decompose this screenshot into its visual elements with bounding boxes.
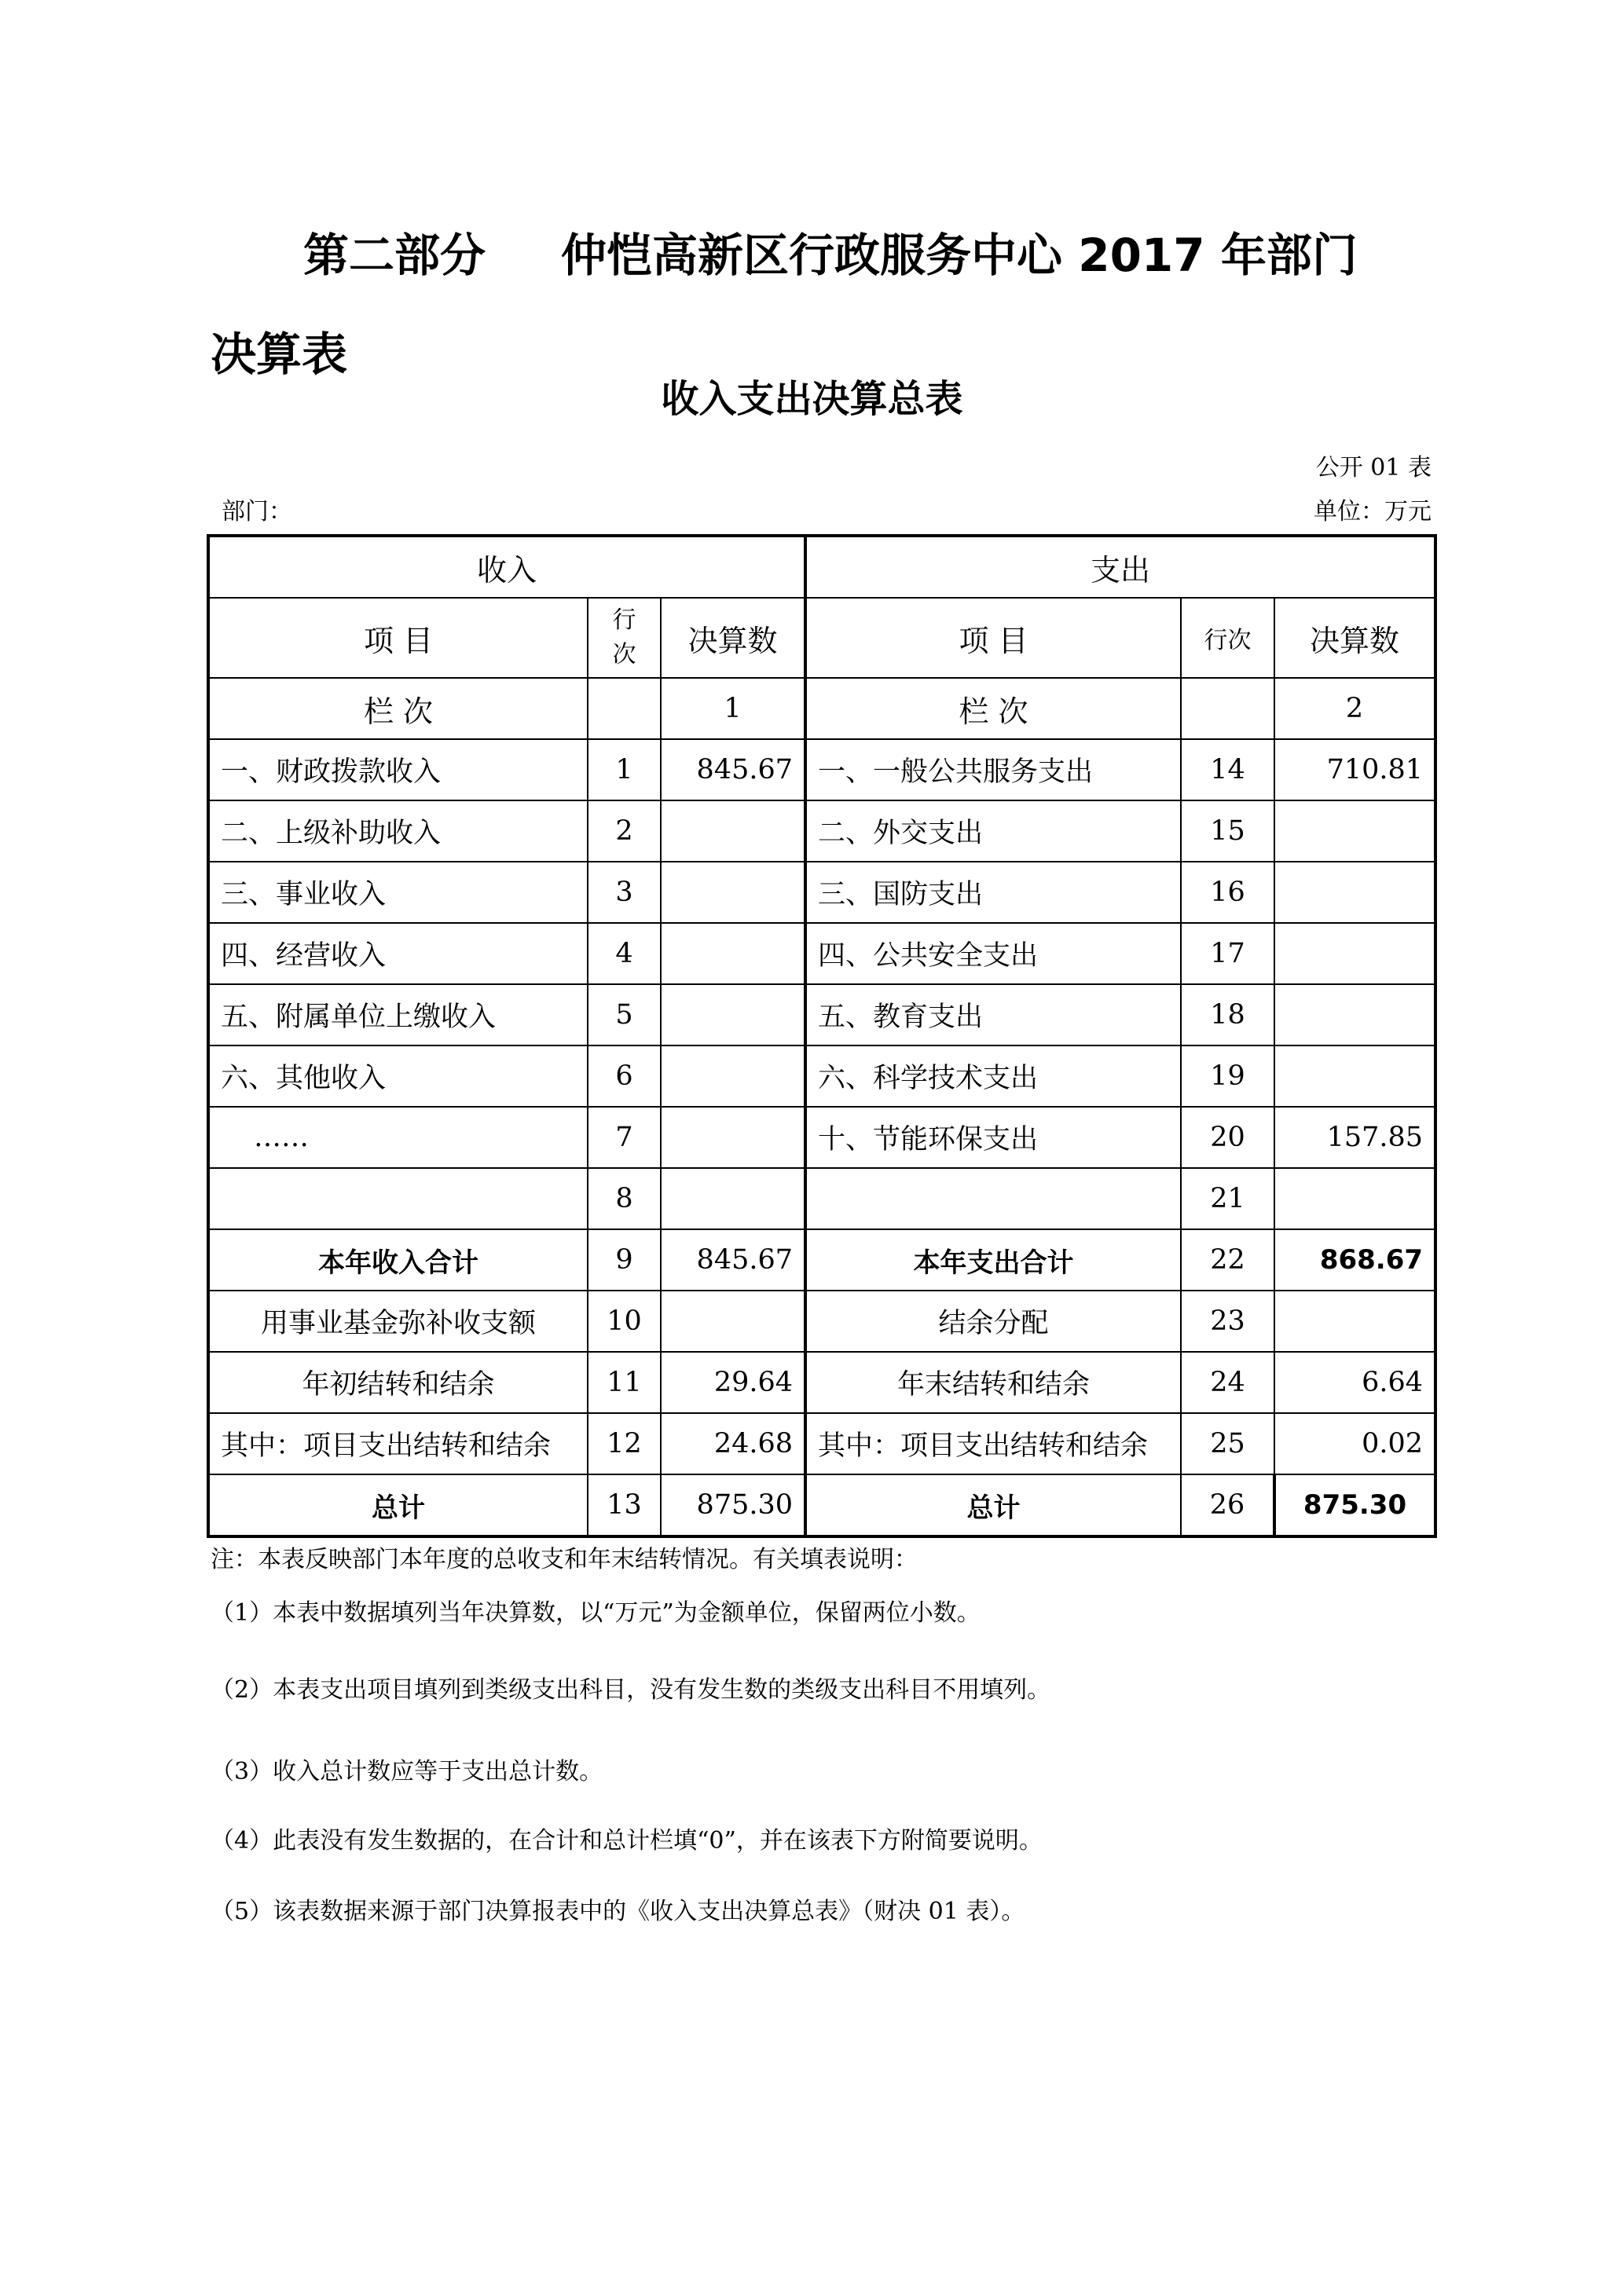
expense-item: 十、节能环保支出 <box>805 1107 1181 1168</box>
column-header-row <box>208 598 1435 678</box>
income-row-no: 8 <box>588 1168 661 1229</box>
expense-item: 结余分配 <box>805 1291 1181 1352</box>
expense-item: 二、外交支出 <box>805 800 1181 862</box>
table-row <box>208 1045 1435 1107</box>
expense-amount <box>1274 862 1435 923</box>
expense-row-no: 20 <box>1181 1107 1274 1168</box>
note-item: （3）收入总计数应等于支出总计数。 <box>211 1758 603 1785</box>
income-row-no: 13 <box>588 1474 661 1536</box>
table-row <box>208 984 1435 1045</box>
expense-amount: 6.64 <box>1274 1352 1435 1413</box>
expense-amount: 710.81 <box>1274 739 1435 800</box>
expense-total-amount: 875.30 <box>1274 1474 1435 1536</box>
heading-part: 第二部分 <box>303 229 486 282</box>
expense-header: 支出 <box>805 536 1435 598</box>
heading-title: 仲恺高新区行政服务中心 2017 年部门 <box>561 229 1358 282</box>
income-amount: 24.68 <box>661 1413 805 1474</box>
row-no-header-top: 行 <box>612 606 636 634</box>
expense-row-no: 14 <box>1181 739 1274 800</box>
income-item <box>208 1168 588 1229</box>
table-row <box>208 1168 1435 1229</box>
income-amount: 845.67 <box>661 739 805 800</box>
expense-row-no-header: 行次 <box>1181 598 1274 678</box>
expense-amount <box>1274 1291 1435 1352</box>
note-item: （5）该表数据来源于部门决算报表中的《收入支出决算总表》（财决 01 表）。 <box>211 1898 1025 1925</box>
expense-amount <box>1274 1045 1435 1107</box>
income-row-no: 5 <box>588 984 661 1045</box>
table-row <box>208 1413 1435 1474</box>
expense-amount-header: 决算数 <box>1274 598 1435 678</box>
column-number-row <box>208 678 1435 739</box>
income-item: 六、其他收入 <box>208 1045 588 1107</box>
income-item: 其中：项目支出结转和结余 <box>208 1413 588 1474</box>
expense-row-no: 21 <box>1181 1168 1274 1229</box>
expense-subtotal-amount: 868.67 <box>1274 1229 1435 1291</box>
income-row-no: 6 <box>588 1045 661 1107</box>
income-expense-table <box>207 534 1437 1538</box>
expense-item: 四、公共安全支出 <box>805 923 1181 984</box>
income-amount <box>661 984 805 1045</box>
expense-row-no: 18 <box>1181 984 1274 1045</box>
expense-row-no: 22 <box>1181 1229 1274 1291</box>
income-row-no: 7 <box>588 1107 661 1168</box>
table-row <box>208 1107 1435 1168</box>
expense-amount: 157.85 <box>1274 1107 1435 1168</box>
expense-row-no: 17 <box>1181 923 1274 984</box>
section-header-row <box>208 536 1435 598</box>
note-item: （2）本表支出项目填列到类级支出科目，没有发生数的类级支出科目不用填列。 <box>211 1676 1051 1704</box>
expense-subtotal-label: 本年支出合计 <box>805 1229 1181 1291</box>
income-item: 五、附属单位上缴收入 <box>208 984 588 1045</box>
income-item-header: 项 目 <box>208 598 588 678</box>
expense-total-label: 总计 <box>805 1474 1181 1536</box>
notes-intro: 注：本表反映部门本年度的总收支和年末结转情况。有关填表说明： <box>211 1546 918 1573</box>
income-amount <box>661 862 805 923</box>
income-item: 三、事业收入 <box>208 862 588 923</box>
expense-item: 五、教育支出 <box>805 984 1181 1045</box>
income-amount <box>661 1107 805 1168</box>
income-amount-header: 决算数 <box>661 598 805 678</box>
expense-amount <box>1274 984 1435 1045</box>
expense-row-no: 26 <box>1181 1474 1274 1536</box>
unit-label: 单位：万元 <box>1314 498 1432 525</box>
table-title: 收入支出决算总表 <box>661 377 963 421</box>
expense-lan-label: 栏 次 <box>805 678 1181 739</box>
income-amount <box>661 1045 805 1107</box>
subtotal-row <box>208 1229 1435 1291</box>
income-col-number: 1 <box>661 678 805 739</box>
total-row <box>208 1474 1435 1536</box>
heading-title-line2: 决算表 <box>211 328 348 381</box>
expense-amount <box>1274 1168 1435 1229</box>
income-amount <box>661 1168 805 1229</box>
expense-item: 年末结转和结余 <box>805 1352 1181 1413</box>
expense-row-no: 16 <box>1181 862 1274 923</box>
expense-item-header: 项 目 <box>805 598 1181 678</box>
income-total-label: 总计 <box>208 1474 588 1536</box>
expense-amount <box>1274 923 1435 984</box>
expense-item: 其中：项目支出结转和结余 <box>805 1413 1181 1474</box>
expense-col-number: 2 <box>1274 678 1435 739</box>
table-row <box>208 800 1435 862</box>
income-subtotal-label: 本年收入合计 <box>208 1229 588 1291</box>
income-row-no: 4 <box>588 923 661 984</box>
expense-item <box>805 1168 1181 1229</box>
income-lan-label: 栏 次 <box>208 678 588 739</box>
income-item: 年初结转和结余 <box>208 1352 588 1413</box>
expense-item: 三、国防支出 <box>805 862 1181 923</box>
income-amount <box>661 800 805 862</box>
income-row-no: 1 <box>588 739 661 800</box>
form-number: 公开 01 表 <box>1315 454 1432 482</box>
table-row <box>208 923 1435 984</box>
income-row-no: 2 <box>588 800 661 862</box>
income-item: 二、上级补助收入 <box>208 800 588 862</box>
expense-item: 一、一般公共服务支出 <box>805 739 1181 800</box>
income-header: 收入 <box>208 536 805 598</box>
expense-amount: 0.02 <box>1274 1413 1435 1474</box>
income-row-no-header <box>588 598 661 678</box>
income-item: 用事业基金弥补收支额 <box>208 1291 588 1352</box>
income-row-no: 11 <box>588 1352 661 1413</box>
expense-row-no: 15 <box>1181 800 1274 862</box>
note-item: （4）此表没有发生数据的，在合计和总计栏填“0”，并在该表下方附简要说明。 <box>211 1827 1043 1855</box>
table-row <box>208 862 1435 923</box>
table-row <box>208 1291 1435 1352</box>
income-subtotal-amount: 845.67 <box>661 1229 805 1291</box>
income-row-no: 10 <box>588 1291 661 1352</box>
income-amount <box>661 923 805 984</box>
income-row-no: 9 <box>588 1229 661 1291</box>
income-item: 一、财政拨款收入 <box>208 739 588 800</box>
row-no-header-bottom: 次 <box>612 641 636 668</box>
expense-row-no: 24 <box>1181 1352 1274 1413</box>
income-amount <box>661 1291 805 1352</box>
expense-row-no: 23 <box>1181 1291 1274 1352</box>
expense-row-no: 19 <box>1181 1045 1274 1107</box>
expense-row-no: 25 <box>1181 1413 1274 1474</box>
expense-amount <box>1274 800 1435 862</box>
income-total-amount: 875.30 <box>661 1474 805 1536</box>
income-row-no: 3 <box>588 862 661 923</box>
income-item: 四、经营收入 <box>208 923 588 984</box>
document-heading <box>211 206 1436 404</box>
note-item: （1）本表中数据填列当年决算数，以“万元”为金额单位，保留两位小数。 <box>211 1599 981 1627</box>
table-row <box>208 1352 1435 1413</box>
income-amount: 29.64 <box>661 1352 805 1413</box>
income-row-no: 12 <box>588 1413 661 1474</box>
table-row <box>208 739 1435 800</box>
department-label: 部门： <box>222 498 292 525</box>
expense-item: 六、科学技术支出 <box>805 1045 1181 1107</box>
income-item-ellipsis: …… <box>208 1107 588 1168</box>
